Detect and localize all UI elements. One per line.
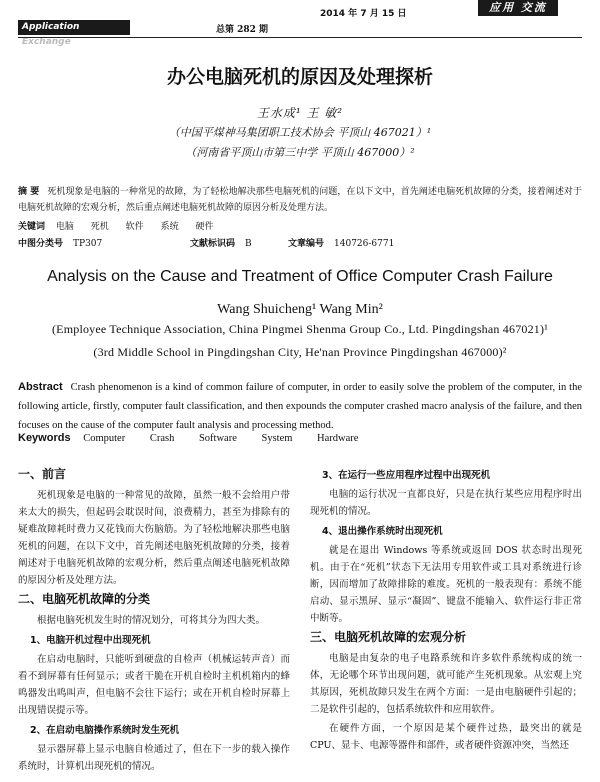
paragraph: 在启动电脑时，只能听到硬盘的自检声（机械运转声音）而看不到屏幕有任何显示；或者干脆在开机自检时主机机箱内的蜂鸣器发出鸣叫声，但电脑不会往下运行；或在开机自检时屏幕上出现错误提示等。 xyxy=(18,654,290,716)
paragraph: 就是在退出 Windows 等系统或返回 DOS 状态时出现死机。由于在“死机”状态下无法用专用软件或工具对系统进行诊断，因而增加了故障排除的难度。死机的一般表现有：系统不能启动、显示黑屏、显示“凝固”、键盘不能输入、软件运行非正常中断等。 xyxy=(310,545,582,624)
journal-band-b: Exchange xyxy=(22,37,71,47)
affiliation-en-2: (3rd Middle School in Pingdingshan City, He'nan Province Pingdingshan 467000)² xyxy=(93,345,507,359)
keywords-en xyxy=(18,432,380,444)
article-value: 140726-6771 xyxy=(334,239,395,249)
paragraph: 死机现象是电脑的一种常见的故障，虽然一般不会给用户带来太大的损失，但起码会耽误时间，浪费精力，甚至为排除有的疑难故障耗时费力又花钱而大伤脑筋。为了轻松地解决那些电脑死机的问题，在以下文中，首先阐述电脑死机故障的分类，接着阐述对于电脑死机故障的宏观分析，然后重点阐述电脑死机故障的原因分析及处理方法。 xyxy=(18,490,290,586)
paragraph: 电脑是由复杂的电子电路系统和许多软件系统构成的统一体，无论哪个环节出现问题，就可能产生死机现象。从宏观上究其原因，死机故障只发生在两个方面：一是由电脑硬件引起的；二是软件引起的，包括系统软件和应用软件。 xyxy=(310,653,582,715)
section-heading: 三、电脑死机故障的宏观分析 xyxy=(310,630,467,644)
keyword-cn: 硬件 xyxy=(195,222,214,232)
abstract-cn-label: 摘 要 xyxy=(18,187,40,197)
section-heading: 一、前言 xyxy=(18,467,67,481)
header-date: 2014 年 7 月 15 日 xyxy=(320,9,407,19)
subsection-heading: 1、电脑开机过程中出现死机 xyxy=(30,635,151,646)
body-column-left xyxy=(18,464,290,777)
article-number xyxy=(288,236,394,249)
abstract-en-label: Abstract xyxy=(18,381,63,393)
article-label: 文章编号 xyxy=(288,239,325,249)
subsection-heading: 3、在运行一些应用程序过程中出现死机 xyxy=(322,470,491,481)
keyword-cn: 死机 xyxy=(90,222,109,232)
affiliation-cn-2: （河南省平顶山市第三中学 平顶山 467000）² xyxy=(185,146,415,159)
journal-band-a: Application xyxy=(22,22,80,32)
issue-number: 总第 282 期 xyxy=(216,25,269,35)
affiliation-en-1: (Employee Technique Association, China Pingmei Shenma Group Co., Ltd. Pingdingshan 467021)¹ xyxy=(51,322,549,336)
clc-value: TP307 xyxy=(73,239,103,249)
section-heading: 二、电脑死机故障的分类 xyxy=(18,592,151,606)
affiliation-cn-1: （中国平煤神马集团职工技术协会 平顶山 467021）¹ xyxy=(168,126,432,139)
subsection-heading: 2、在启动电脑操作系统时发生死机 xyxy=(30,725,180,736)
paragraph: 电脑的运行状况一直都良好，只是在执行某些应用程序时出现死机的情况。 xyxy=(310,489,582,517)
body-column-right xyxy=(310,464,582,756)
keyword-en: Hardware xyxy=(317,433,359,444)
subsection-heading: 4、退出操作系统时出现死机 xyxy=(322,526,443,537)
abstract-cn-text: 死机现象是电脑的一种常见的故障，为了轻松地解决那些电脑死机的问题，在以下文中，首先阐述电脑死机故障的分类，接着阐述对于电脑死机故障的宏观分析，然后重点阐述电脑死机故障的原因分析及处理方法。 xyxy=(18,187,582,213)
keyword-en: Crash xyxy=(149,433,175,444)
keywords-cn xyxy=(18,219,227,232)
keyword-cn: 系统 xyxy=(160,222,179,232)
abstract-en xyxy=(18,378,582,435)
keywords-cn-label: 关键词 xyxy=(18,222,46,232)
paragraph: 根据电脑死机发生时的情况划分，可将其分为四大类。 xyxy=(37,615,266,626)
document-code xyxy=(190,236,252,249)
section-label: 应用 交流 xyxy=(478,0,558,16)
paragraph: 在硬件方面，一个原因是某个硬件过热，最突出的就是 CPU、显卡、电源等器件和部件，或者硬件资源冲突，当然还 xyxy=(310,723,582,751)
paper-title-cn: 办公电脑死机的原因及处理探析 xyxy=(166,66,433,88)
doc-value: B xyxy=(245,239,252,249)
header-rule xyxy=(18,37,582,38)
paper-title-en: Analysis on the Cause and Treatment of Office Computer Crash Failure xyxy=(47,268,553,285)
keyword-cn: 软件 xyxy=(125,222,144,232)
keywords-en-label: Keywords xyxy=(18,432,71,444)
clc-number xyxy=(18,236,102,249)
keyword-cn: 电脑 xyxy=(55,222,74,232)
journal-band xyxy=(18,20,130,47)
keyword-en: Software xyxy=(198,433,237,444)
doc-label: 文献标识码 xyxy=(190,239,236,249)
keyword-en: Computer xyxy=(83,433,126,444)
abstract-cn xyxy=(18,184,582,216)
abstract-en-text: Crash phenomenon is a kind of common failure of computer, in order to easily solve the problem of the computer, in the following article, firstly, computer fault classification, and then expounds the computer crashed macro analysis of the failure, and then focuses on the cause of the computer fault analysis and processing method. xyxy=(18,382,582,431)
authors-en: Wang Shuicheng¹ Wang Min² xyxy=(217,302,383,317)
paragraph: 显示器屏幕上显示电脑自检通过了，但在下一步的载入操作系统时，计算机出现死机的情况。 xyxy=(18,744,290,772)
keyword-en: System xyxy=(261,433,293,444)
authors-cn: 王水成¹ 王 敏² xyxy=(256,106,344,120)
clc-label: 中图分类号 xyxy=(18,239,64,249)
